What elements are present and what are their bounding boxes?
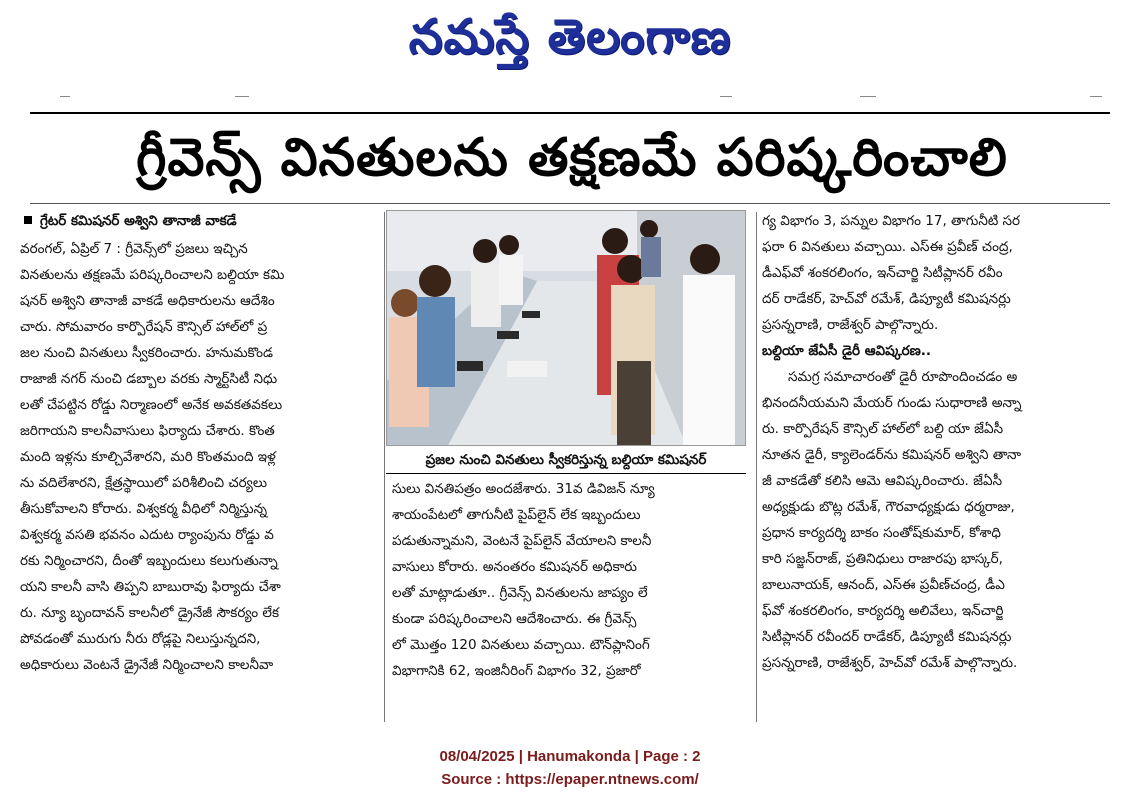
headline-rule [30,203,1110,204]
text-line: ఫ్‌వో శంకరలింగం, కార్యదర్శి అలివేలు, ఇన్‌చార్జి [762,603,1004,619]
text-line: శాయంపేటలో తాగునీటి పైప్‌లైన్ లేక ఇబ్బందులు [392,507,641,523]
byline-text: గ్రేటర్ కమిషనర్ అశ్విని తానాజీ వాకడే [40,213,237,229]
text-line: ప్రసన్నరాణి, రాజేశ్వర్ పాల్గొన్నారు. [762,317,939,333]
article-photo [386,210,746,446]
article-column-2 [392,476,752,722]
text-line: వినతులను తక్షణమే పరిష్కరించాలని బల్దియా కమి [20,267,285,283]
text-line: ను వదిలేశారని, క్షేత్రస్థాయిలో పరిశీలించి చర్యలు [20,475,268,491]
text-line: అధికారులు వెంటనే డ్రైనేజీ నిర్మించాలని కాలనీవా [20,657,274,673]
text-line: సిటీప్లానర్ రవీందర్ రాడేకర్, డిప్యూటీ కమిషనర్లు [762,629,1012,645]
article-headline: గ్రీవెన్స్ వినతులను తక్షణమే పరిష్కరించాలి [136,128,1008,188]
text-line: వాసులు కోరారు. అనంతరం కమిషనర్ అధికారు [392,559,637,575]
text-line: లో మొత్తం 120 వినతులు వచ్చాయి. టౌన్‌ప్లానింగ్ [392,637,650,653]
article-byline [20,209,380,233]
text-line: విశ్వకర్మ వసతి భవనం ఎదుట ర్యాంపును రోడ్డు వ [20,527,274,543]
masthead-logo: నమస్తే తెలంగాణ [408,9,732,65]
text-line: ప్రధాన కార్యదర్శి బాకం సంతోష్‌కుమార్, కోశాధి [762,525,1001,541]
text-line: ప్రసన్నరాణి, రాజేశ్వర్, హెచ్‌వో రమేశ్ పాల్గొన్నారు. [762,655,1018,671]
edition-info: 08/04/2025 | Hanumakonda | Page : 2 [439,748,701,765]
text-line: కుండా పరిష్కరించాలని ఆదేశించారు. ఈ గ్రీవెన్స్ [392,611,637,627]
column-divider [384,212,385,722]
section-subheading: బల్దియా జేఏసీ డైరీ ఆవిష్కరణ.. [762,343,932,359]
text-line: చారు. సోమవారం కార్పొరేషన్ కౌన్సిల్ హాల్‌లో ప్ర [20,319,268,335]
text-line: మంది ఇళ్లను కూల్చివేశారని, మరి కొంతమంది ఇళ్ల [20,449,276,465]
text-line: సులు వినతిపత్రం అందజేశారు. 31వ డివిజన్ న్యూ [392,481,655,497]
text-line: తీసుకోవాలని కోరారు. విశ్వకర్మ వీధిలో నిర్మిస్తున్న [20,501,268,517]
photo-caption: ప్రజల నుంచి వినతులు స్వీకరిస్తున్న బల్దియా కమిషనర్ [386,446,746,474]
text-line: పడుతున్నామని, వెంటనే పైప్‌లైన్ వేయాలని కాలనీ [392,533,652,549]
article-column-3 [762,208,1112,722]
text-line: విభాగానికి 62, ఇంజినీరింగ్ విభాగం 32, ప్రజారో [392,663,641,679]
text-line: రాజాజీ నగర్ నుంచి డబ్బాల వరకు స్మార్ట్‌సిటీ నిధు [20,371,278,387]
bullet-square-icon [24,216,32,224]
text-line: జల నుంచి వినతులు స్వీకరించారు. హనుమకొండ [20,345,273,361]
text-line: ఫరా 6 వినతులు వచ్చాయి. ఎస్‌ఈ ప్రవీణ్ చంద్ర, [762,239,1013,255]
text-line: అధ్యక్షుడు బొట్ల రమేశ్, గౌరవాధ్యక్షుడు ధర్మరాజు, [762,499,1015,515]
text-line: బాలునాయక్, ఆనంద్, ఎస్‌ఈ ప్రవీణ్‌చంద్ర, డీఎ [762,577,1005,593]
text-line: సమగ్ర సమాచారంతో డైరీ రూపొందించడం అ [788,369,1018,385]
text-line: కారి సజ్జన్‌రాజ్, ప్రతినిధులు రాజారపు భాస్కర్, [762,551,1003,567]
masthead [0,0,1140,78]
text-line: డీఎఫ్‌వో శంకరలింగం, ఇన్‌చార్జి సిటీప్లానర్ రవీం [762,265,1003,281]
text-line: భినందనీయమని మేయర్ గుండు సుధారాణి అన్నా [762,395,1022,411]
column-divider [756,212,757,722]
text-line: రు. న్యూ బృందావన్ కాలనీలో డ్రైనేజీ సౌకర్యం లేక [20,605,279,621]
text-line: రు. కార్పొరేషన్ కౌన్సిల్ హాల్‌లో బల్ది యా జేఏసీ [762,421,1004,437]
clipped-text-strip [30,96,1110,104]
text-line: వరంగల్, ఏప్రిల్ 7 : గ్రీవెన్స్‌లో ప్రజలు ఇచ్చిన [20,241,248,257]
text-line: లతో చేపట్టిన రోడ్డు నిర్మాణంలో అనేక అవకతవకలు [20,397,283,413]
text-line: దర్ రాడేకర్, హెచ్‌వో రమేశ్, డిప్యూటీ కమిషనర్లు [762,291,1011,307]
text-line: జీ వాకడేతో కలిసి ఆమె ఆవిష్కరించారు. జేఏసీ [762,473,1003,489]
text-line: గ్య విభాగం 3, పన్నుల విభాగం 17, తాగునీటి సర [762,213,1021,229]
text-line: పోవడంతో మురుగు నీరు రోడ్లపై నిలుస్తున్నదని, [20,631,261,647]
meeting-photo-illustration [387,211,746,446]
text-line: షనర్ అశ్విని తానాజీ వాకడే అధికారులను ఆదేశిం [20,293,275,309]
text-line: యని కాలనీ వాసి తిప్పని బాబురావు ఫిర్యాదు చేశా [20,579,281,595]
top-rule [30,112,1110,114]
text-line: రకు నిర్మించారని, దీంతో ఇబ్బందులు కలుగుతున్నా [20,553,278,569]
text-line: నూతన డైరీ, క్యాలెండర్‌ను కమిషనర్ అశ్విని తానా [762,447,1022,463]
source-link[interactable]: Source : https://epaper.ntnews.com/ [441,771,699,788]
text-line: లతో మాట్లాడుతూ.. గ్రీవెన్స్ వినతులను జాప్యం లే [392,585,648,601]
article-column-1 [20,236,378,722]
text-line: జరిగాయని కాలనీవాసులు ఫిర్యాదు చేశారు. కొంత [20,423,275,439]
